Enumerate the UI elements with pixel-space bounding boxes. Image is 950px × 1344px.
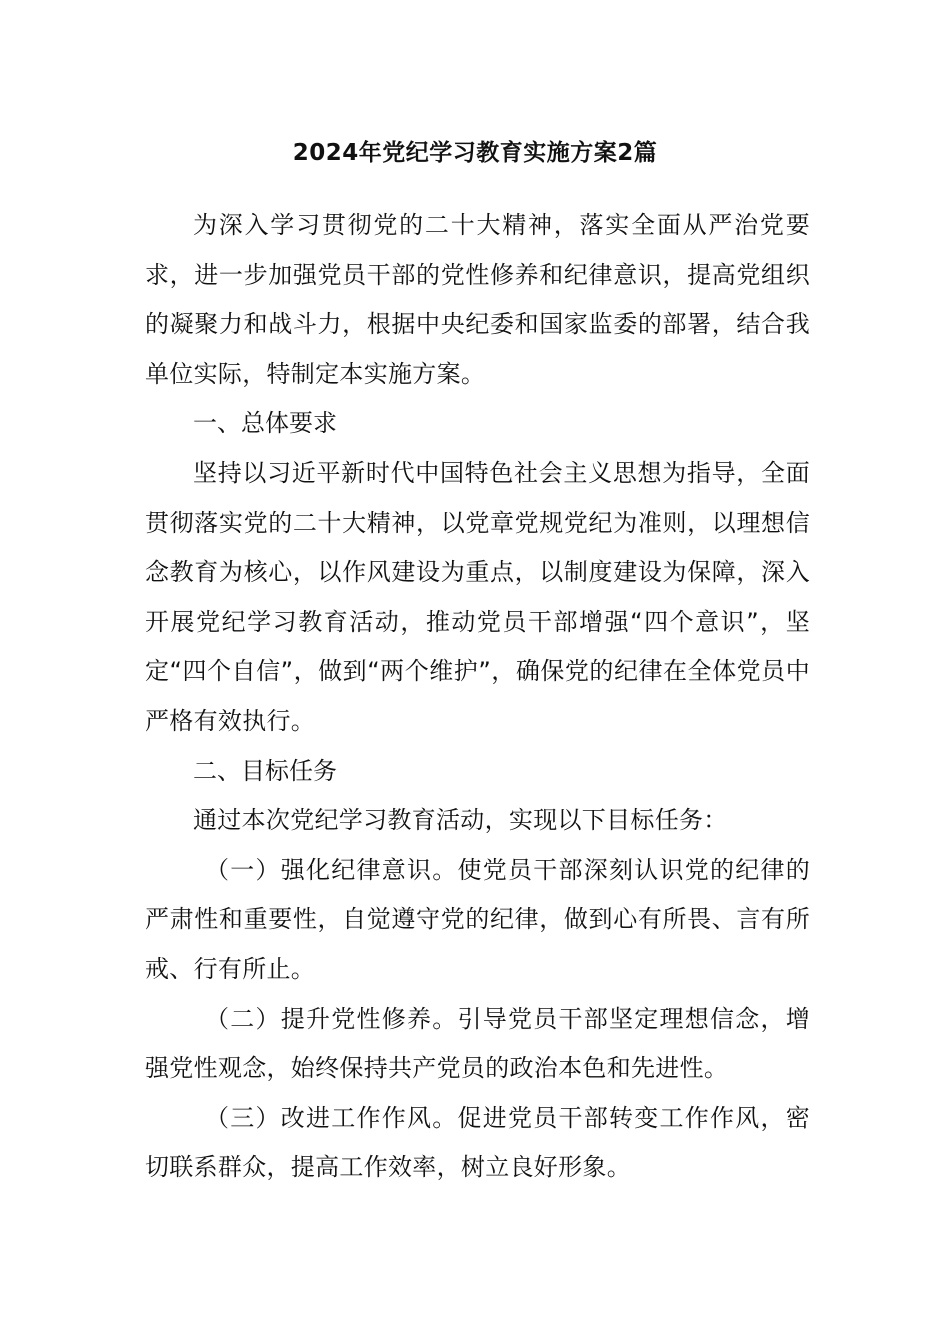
intro-paragraph: 为深入学习贯彻党的二十大精神，落实全面从严治党要求，进一步加强党员干部的党性修养和纪律意识，提高党组织的凝聚力和战斗力，根据中央纪委和国家监委的部署，结合我单位实际，特制定本实施方案。	[145, 211, 810, 388]
general-requirements-paragraph: 坚持以习近平新时代中国特色社会主义思想为指导，全面贯彻落实党的二十大精神，以党章党规党纪为准则，以理想信念教育为核心，以作风建设为重点，以制度建设为保障，深入开展党纪学习教育活动，推动党员干部增强“四个意识”，坚定“四个自信”，做到“两个维护”，确保党的纪律在全体党员中严格有效执行。	[145, 458, 810, 735]
document-body	[145, 201, 810, 1193]
objective-item-1: （一）强化纪律意识。使党员干部深刻认识党的纪律的严肃性和重要性，自觉遵守党的纪律，做到心有所畏、言有所戒、行有所止。	[145, 855, 810, 983]
objective-item-3: （三）改进工作作风。促进党员干部转变工作作风，密切联系群众，提高工作效率，树立良好形象。	[145, 1103, 810, 1182]
document-title: 2024年党纪学习教育实施方案2篇	[292, 140, 658, 166]
objective-item-2: （二）提升党性修养。引导党员干部坚定理想信念，增强党性观念，始终保持共产党员的政治本色和先进性。	[145, 1004, 810, 1083]
section-heading-general-requirements: 一、总体要求	[193, 409, 337, 438]
section-heading-objectives: 二、目标任务	[193, 756, 337, 785]
objectives-intro-paragraph: 通过本次党纪学习教育活动，实现以下目标任务：	[193, 806, 728, 835]
